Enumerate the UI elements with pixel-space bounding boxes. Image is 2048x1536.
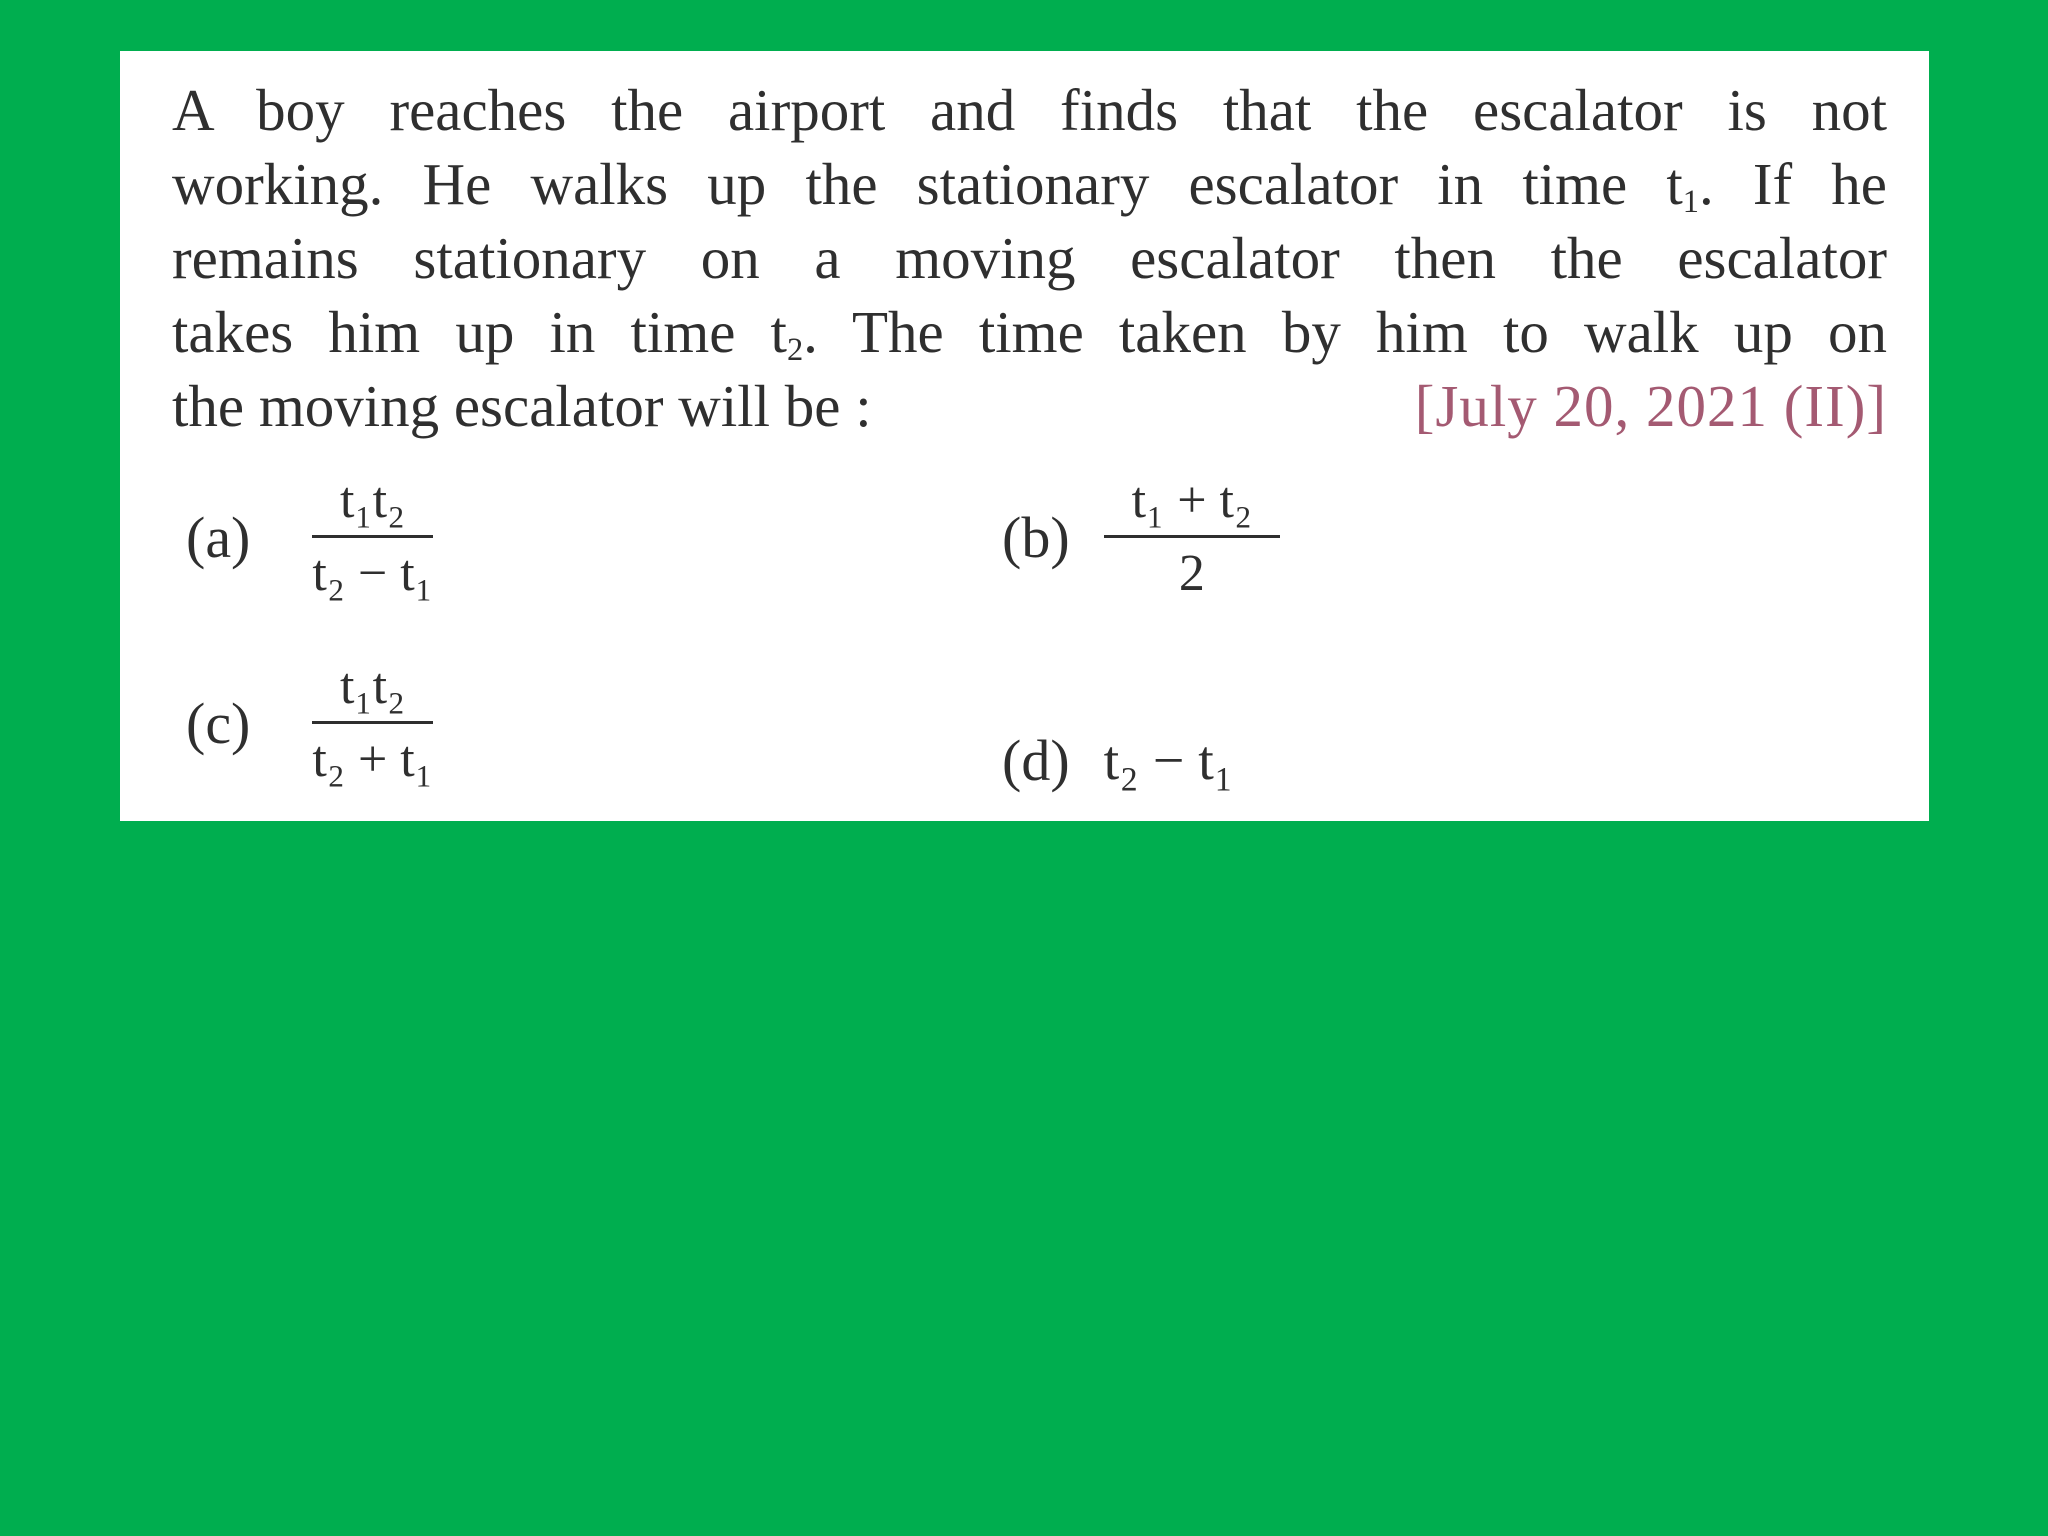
option-d-label: (d) bbox=[1002, 728, 1070, 793]
question-line-5 bbox=[172, 369, 1887, 443]
option-c-label: (c) bbox=[186, 691, 251, 756]
question-line-1: A boy reaches the airport and finds that the escalator is not bbox=[172, 77, 1887, 143]
option-c-fraction bbox=[284, 657, 460, 790]
subscript-2: 2 bbox=[786, 332, 804, 369]
question-line-5-text: the moving escalator will be : bbox=[172, 373, 872, 439]
option-d-expression: t₂ − t₁ bbox=[1103, 729, 1234, 792]
option-a-numerator: t₁t₂ bbox=[312, 471, 433, 538]
exam-source: [July 20, 2021 (II)] bbox=[1414, 373, 1887, 439]
question-line-4-text: takes him up in time t bbox=[172, 299, 787, 365]
question-line-4-end: . The time taken by him to walk up on bbox=[803, 299, 1887, 365]
question-line-2-end: . If he bbox=[1698, 151, 1887, 217]
option-d[interactable] bbox=[1002, 727, 1233, 794]
question-line-4 bbox=[172, 295, 1887, 369]
option-b[interactable] bbox=[1002, 471, 1280, 604]
option-a-fraction bbox=[284, 471, 460, 604]
question-line-2 bbox=[172, 147, 1887, 221]
question-card bbox=[120, 51, 1929, 821]
option-a-label: (a) bbox=[186, 505, 251, 570]
option-a-denominator: t₂ − t₁ bbox=[312, 545, 433, 602]
option-c-numerator: t₁t₂ bbox=[312, 657, 433, 724]
option-b-denominator: 2 bbox=[1178, 545, 1205, 602]
option-c-denominator: t₂ + t₁ bbox=[312, 731, 433, 788]
option-b-label: (b) bbox=[1002, 505, 1070, 570]
question-line-3: remains stationary on a moving escalator then the escalator bbox=[172, 225, 1887, 291]
question-text bbox=[172, 73, 1887, 443]
option-a[interactable] bbox=[186, 471, 461, 604]
option-b-fraction bbox=[1104, 471, 1280, 604]
option-b-numerator: t₁ + t₂ bbox=[1104, 471, 1280, 538]
question-line-2-text: working. He walks up the stationary escalator in time t bbox=[172, 151, 1683, 217]
subscript-1: 1 bbox=[1682, 184, 1699, 221]
option-c[interactable] bbox=[186, 657, 461, 790]
